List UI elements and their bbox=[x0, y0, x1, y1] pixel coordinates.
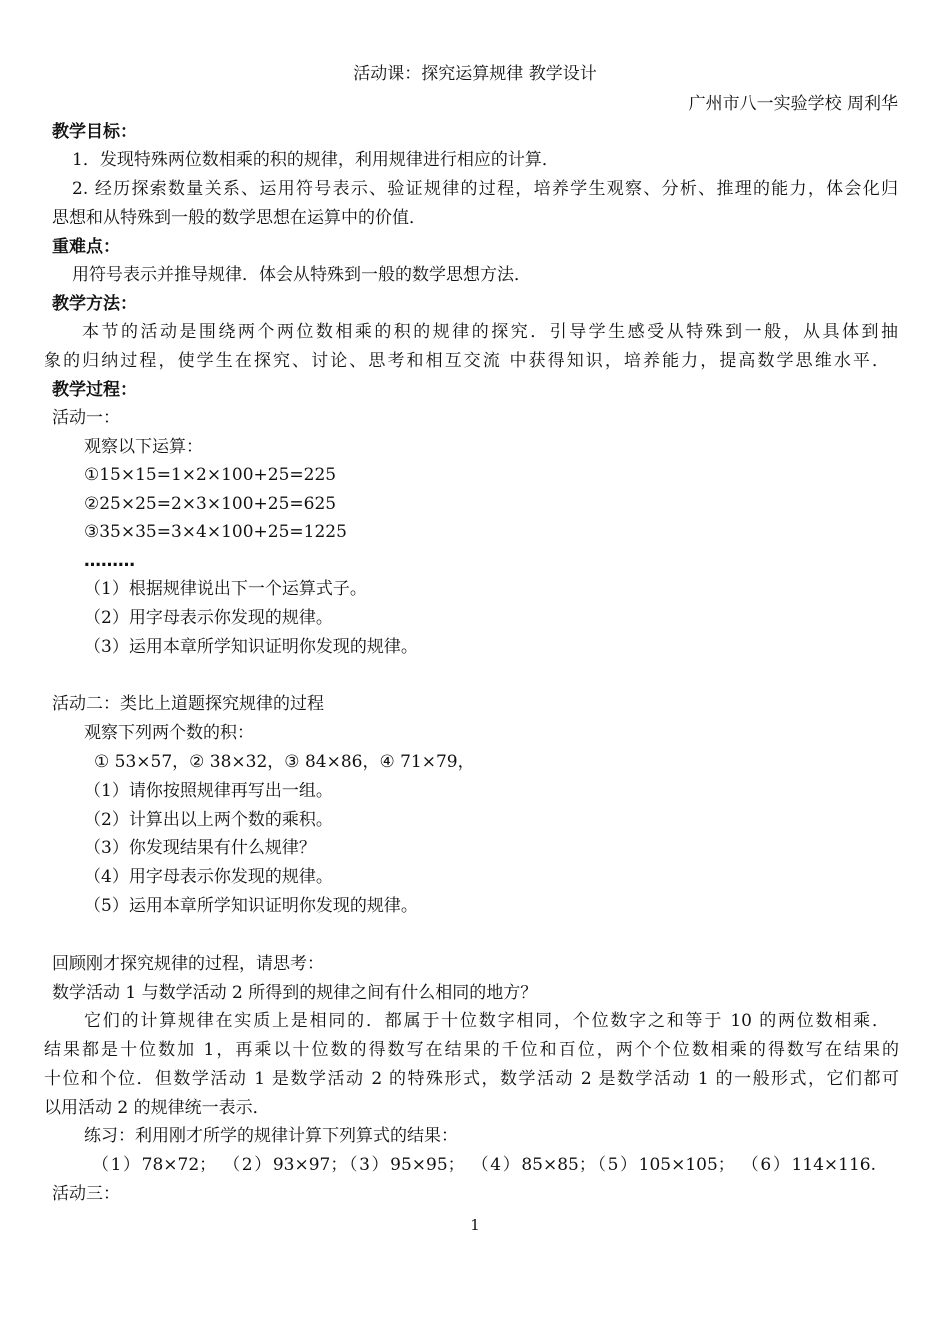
goal-item-2-line-2: 思想和从特殊到一般的数学思想在运算中的价值． bbox=[52, 208, 426, 228]
review-paragraph-line-2: 结果都是十位数加 1，再乘以十位数的得数写在结果的千位和百位，两个个位数相乘的得数写在结果的 bbox=[44, 1040, 899, 1060]
method-line-2: 象的归纳过程，使学生在探究、讨论、思考和相互交流 中获得知识，培养能力，提高数学思维水平． bbox=[44, 351, 889, 371]
goal-item-1: 1．发现特殊两位数相乘的积的规律，利用规律进行相应的计算． bbox=[72, 150, 559, 170]
process-heading: 教学过程： bbox=[52, 380, 137, 400]
method-heading: 教学方法： bbox=[52, 294, 137, 314]
activity1-question-2: （2）用字母表示你发现的规律。 bbox=[84, 608, 333, 628]
key-points-heading: 重难点： bbox=[52, 237, 120, 257]
review-line-1: 回顾刚才探究规律的过程，请思考： bbox=[52, 954, 324, 974]
activity1-equation-1: ①15×15=1×2×100+25=225 bbox=[84, 465, 337, 485]
activity2-question-5: （5）运用本章所学知识证明你发现的规律。 bbox=[84, 896, 418, 916]
method-line-1: 本节的活动是围绕两个两位数相乘的积的规律的探究．引导学生感受从特殊到一般，从具体到抽 bbox=[82, 322, 898, 342]
activity2-question-3: （3）你发现结果有什么规律？ bbox=[84, 838, 316, 858]
review-paragraph-line-4: 以用活动 2 的规律统一表示． bbox=[44, 1098, 270, 1118]
activity1-question-1: （1）根据规律说出下一个运算式子。 bbox=[84, 579, 367, 599]
activity1-equation-2: ②25×25=2×3×100+25=625 bbox=[84, 494, 337, 514]
review-line-2: 数学活动 1 与数学活动 2 所得到的规律之间有什么相同的地方？ bbox=[52, 983, 538, 1003]
goals-heading: 教学目标： bbox=[52, 122, 137, 142]
activity2-items: ① 53×57，② 38×32，③ 84×86，④ 71×79， bbox=[94, 752, 475, 772]
activity2-question-4: （4）用字母表示你发现的规律。 bbox=[84, 867, 333, 887]
practice-intro: 练习：利用刚才所学的规律计算下列算式的结果： bbox=[84, 1126, 458, 1146]
activity2-heading: 活动二：类比上道题探究规律的过程 bbox=[52, 694, 324, 714]
activity2-question-2: （2）计算出以上两个数的乘积。 bbox=[84, 810, 333, 830]
activity1-intro: 观察以下运算： bbox=[84, 437, 203, 457]
document-title: 活动课：探究运算规律 教学设计 bbox=[353, 64, 597, 84]
practice-exercises: （1）78×72； （2）93×97；（3）95×95； （4）85×85；（5）105×105； （6）114×116. bbox=[92, 1155, 876, 1175]
page-number: 1 bbox=[470, 1216, 480, 1234]
review-paragraph-line-1: 它们的计算规律在实质上是相同的．都属于十位数字相同，个位数字之和等于 10 的两位数相乘． bbox=[84, 1011, 889, 1031]
goal-item-2-line-1: 2. 经历探索数量关系、运用符号表示、验证规律的过程，培养学生观察、分析、推理的能力，体会化归 bbox=[72, 179, 898, 199]
activity2-intro: 观察下列两个数的积： bbox=[84, 723, 254, 743]
key-points-text: 用符号表示并推导规律．体会从特殊到一般的数学思想方法． bbox=[72, 265, 531, 285]
activity1-question-3: （3）运用本章所学知识证明你发现的规律。 bbox=[84, 637, 418, 657]
author-line: 广州市八一实验学校 周利华 bbox=[688, 94, 898, 114]
review-paragraph-line-3: 十位和个位．但数学活动 1 是数学活动 2 的特殊形式，数学活动 2 是数学活动 1 的一般形式，它们都可 bbox=[44, 1069, 899, 1089]
activity2-question-1: （1）请你按照规律再写出一组。 bbox=[84, 781, 333, 801]
activity1-ellipsis: ……… bbox=[84, 551, 135, 571]
activity1-heading: 活动一： bbox=[52, 408, 120, 428]
activity3-heading: 活动三： bbox=[52, 1184, 120, 1204]
activity1-equation-3: ③35×35=3×4×100+25=1225 bbox=[84, 522, 347, 542]
